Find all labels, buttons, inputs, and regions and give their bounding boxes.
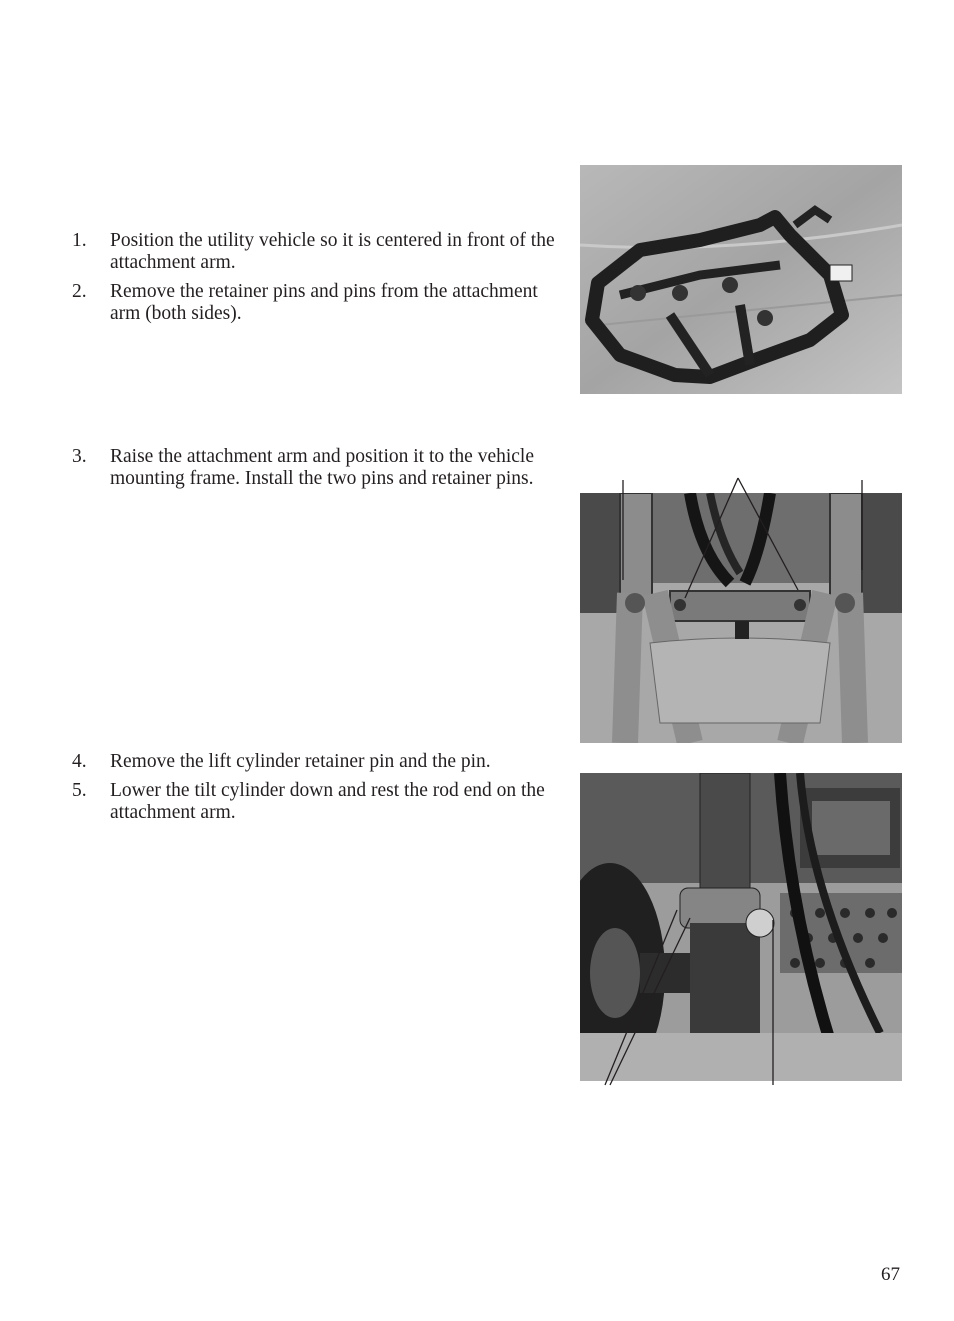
- callout-lines-cylinder-pin: [580, 890, 902, 1090]
- step-text: Remove the lift cylinder retainer pin and the pin.: [110, 751, 491, 772]
- step-3: [72, 446, 572, 490]
- step-text: Raise the attachment arm and position it to the vehicle mounting frame. Install the two pins and retainer pins.: [110, 446, 535, 489]
- step-number: 1.: [72, 230, 87, 251]
- callout-lines-pins: [580, 470, 902, 610]
- attachment-arm-photo: [580, 165, 902, 394]
- step-number: 3.: [72, 446, 87, 467]
- step-number: 4.: [72, 751, 87, 772]
- step-text: Position the utility vehicle so it is centered in front of the attachment arm.: [110, 230, 555, 273]
- step-1: [72, 230, 572, 274]
- step-5: [72, 780, 572, 824]
- step-text: Remove the retainer pins and pins from the attachment arm (both sides).: [110, 281, 538, 324]
- step-text: Lower the tilt cylinder down and rest the rod end on the attachment arm.: [110, 780, 545, 823]
- step-2: [72, 281, 572, 325]
- page-number: 67: [881, 1264, 900, 1285]
- step-number: 2.: [72, 281, 87, 302]
- step-4: [72, 751, 572, 773]
- step-number: 5.: [72, 780, 87, 801]
